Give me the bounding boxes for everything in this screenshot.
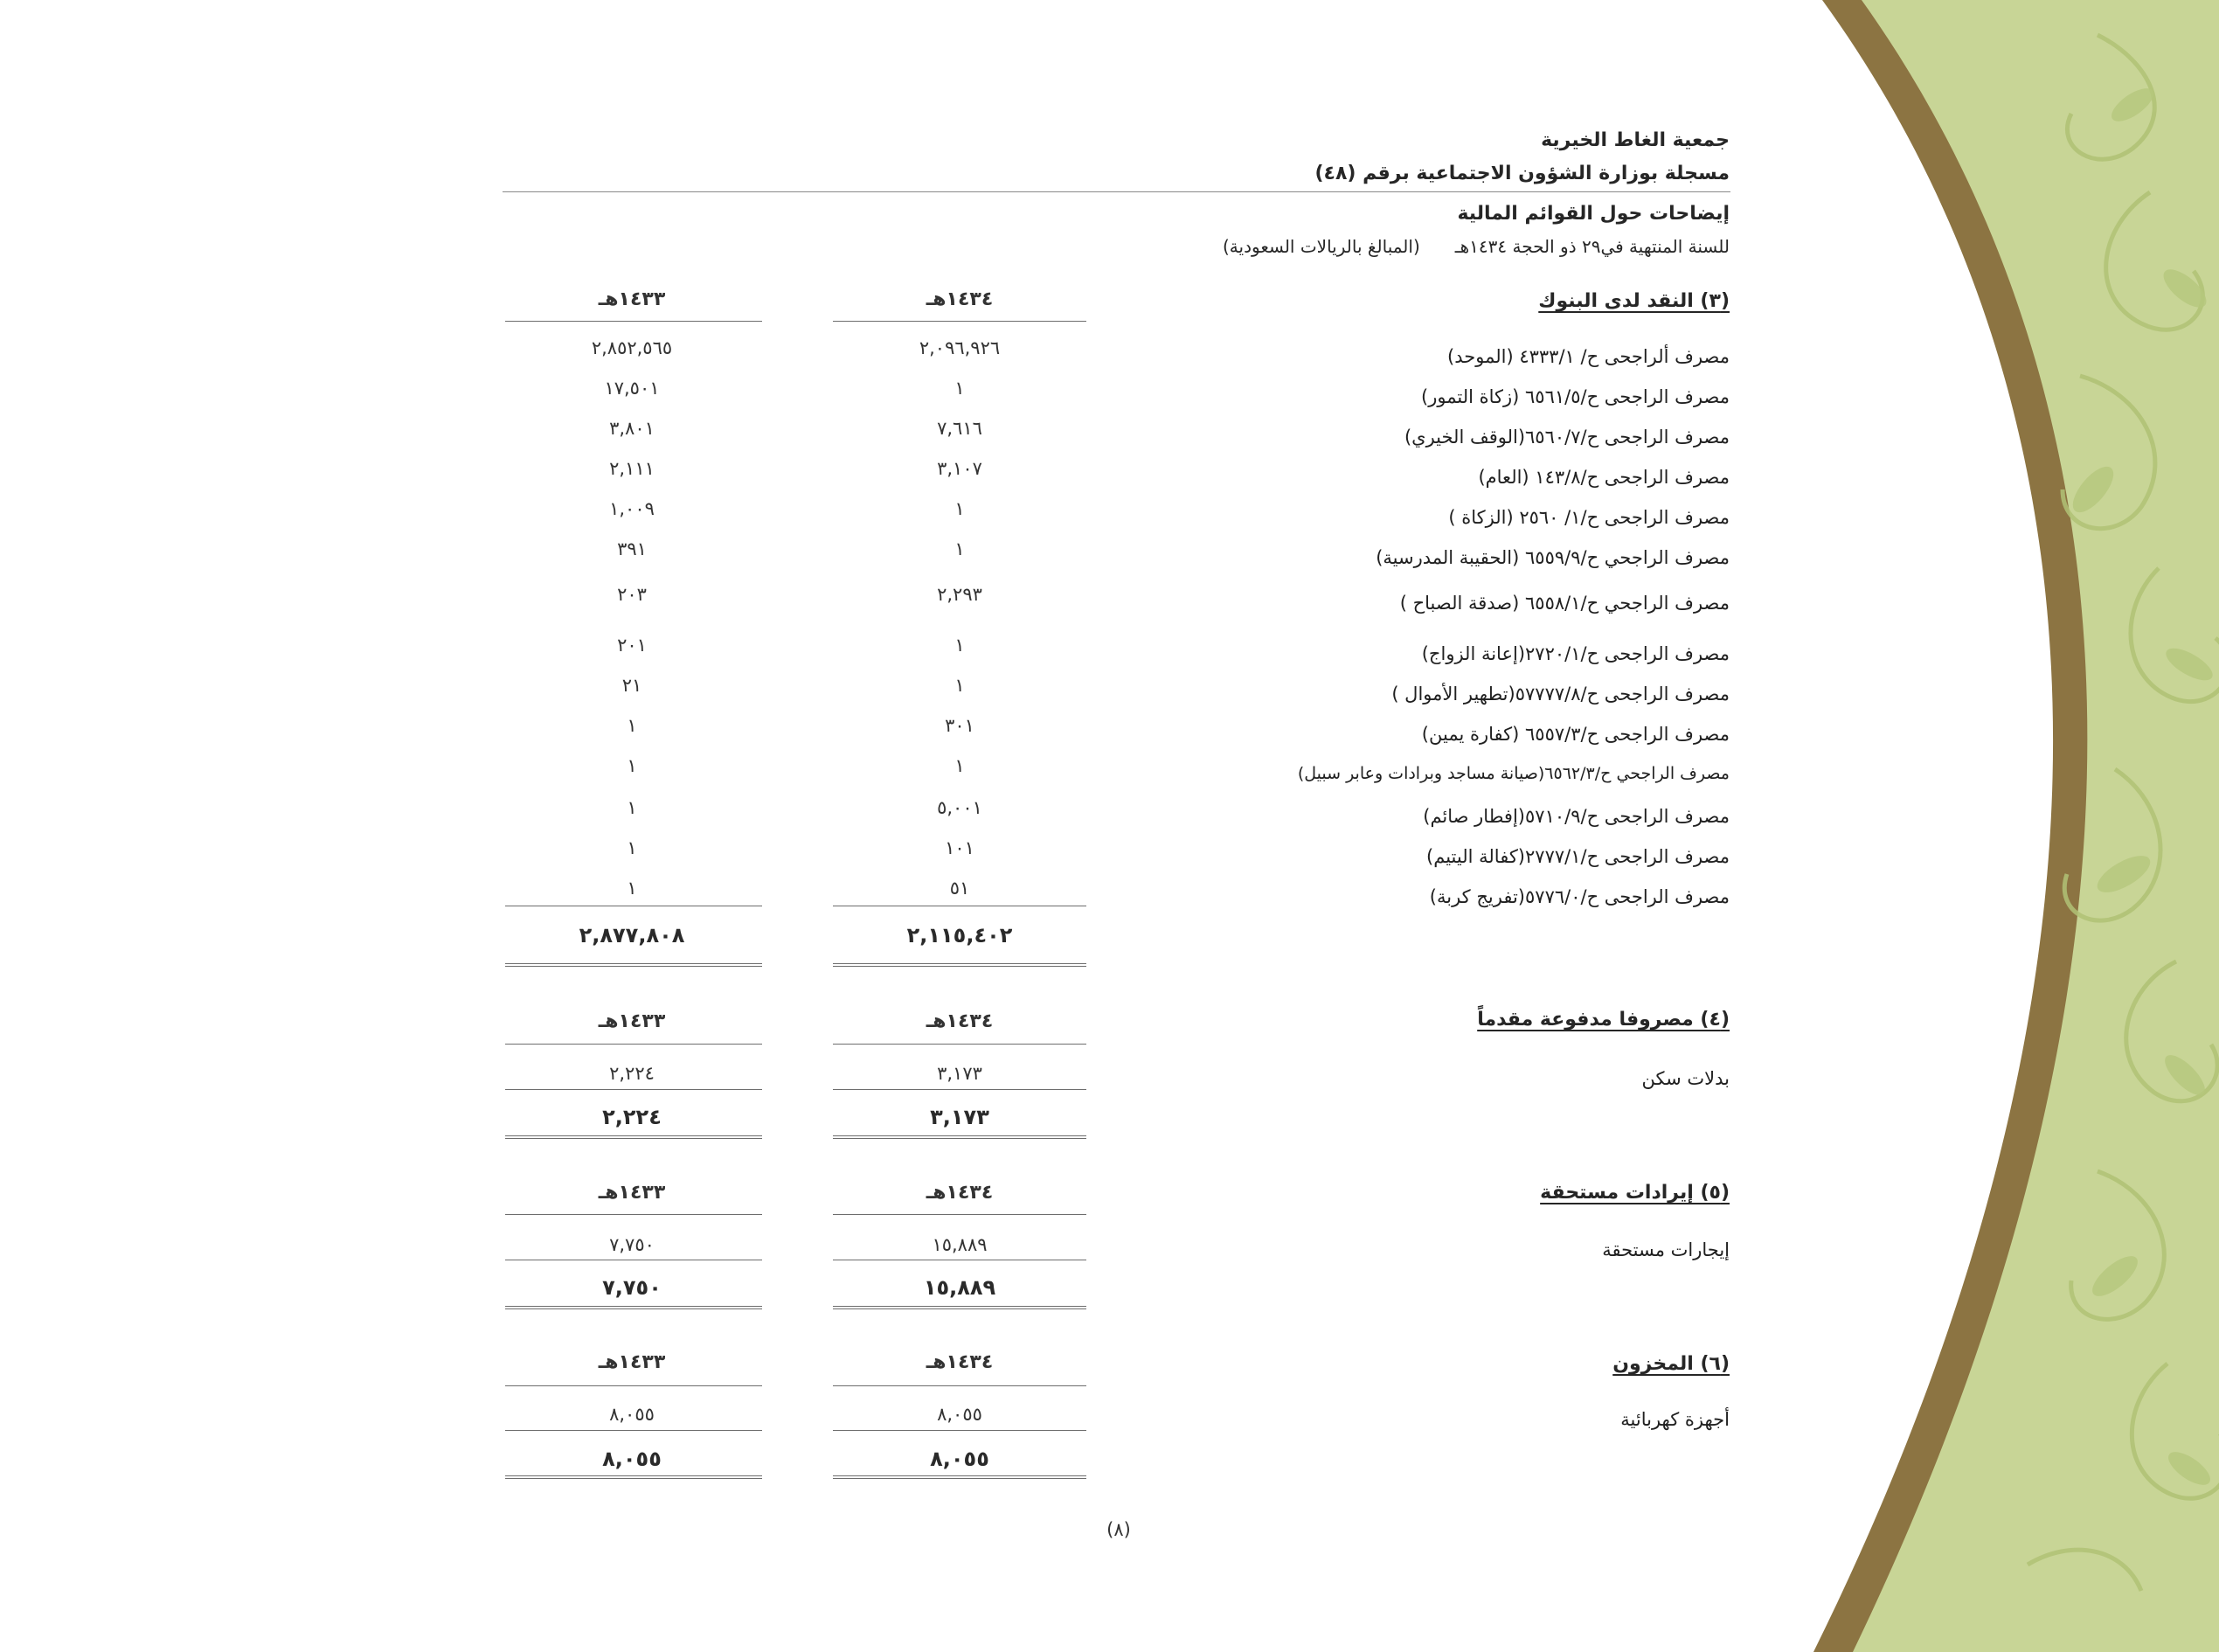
header-rule-prior xyxy=(505,1385,762,1386)
cash-row-label: مصرف الراجحي ح/٦٥٥٨/١ (صدقة الصباح ) xyxy=(1399,593,1730,614)
header-rule-prior xyxy=(505,321,762,322)
prepaid-total-prior: ٢,٢٢٤ xyxy=(602,1105,662,1129)
subtotal-rule-current xyxy=(833,1430,1086,1431)
inventory-row-label: أجهزة كهربائية xyxy=(1620,1409,1730,1430)
cash-row-label: مصرف الراجحى ح/١/ ٢٥٦٠ (الزكاة ) xyxy=(1448,507,1730,528)
column-header-current-year: ١٤٣٤هـ xyxy=(926,288,994,310)
total-double-rule-prior xyxy=(505,963,762,967)
total-double-rule-current xyxy=(833,1135,1086,1139)
period-text: للسنة المنتهية في٢٩ ذو الحجة ١٤٣٤هـ xyxy=(1454,236,1730,257)
cash-row-prior: ١ xyxy=(627,715,637,736)
cash-row-label: مصرف الراجحى ح/٥٧١٠/٩(إفطار صائم) xyxy=(1423,806,1730,827)
cash-row-prior: ٣,٨٠١ xyxy=(609,418,655,439)
accrued-row-prior: ٧,٧٥٠ xyxy=(609,1234,655,1255)
subtotal-rule-prior xyxy=(505,1089,762,1090)
cash-row-current: ٢,٠٩٦,٩٢٦ xyxy=(919,337,1001,358)
header-rule-prior xyxy=(505,1214,762,1215)
currency-note: (المبالغ بالريالات السعودية) xyxy=(1223,236,1420,257)
header-rule-current xyxy=(833,1385,1086,1386)
cash-row-label: مصرف الراجحى ح/٦٥٥٧/٣ (كفارة يمين) xyxy=(1421,724,1730,745)
cash-row-prior: ١ xyxy=(627,878,637,899)
total-double-rule-current xyxy=(833,1475,1086,1479)
total-double-rule-prior xyxy=(505,1135,762,1139)
column-header-prior-year: ١٤٣٣هـ xyxy=(598,1351,666,1373)
section-prepaid-expenses-title: (٤) مصروفا مدفوعة مقدماً xyxy=(1477,1009,1730,1031)
cash-row-current: ٣,١٠٧ xyxy=(937,458,982,479)
prepaid-row-label: بدلات سكن xyxy=(1641,1068,1730,1089)
cash-row-prior: ١ xyxy=(627,755,637,776)
cash-row-current: ١ xyxy=(954,755,965,776)
total-double-rule-prior xyxy=(505,1306,762,1309)
page-title: إيضاحات حول القوائم المالية xyxy=(1457,203,1730,225)
cash-row-label: مصرف الراجحى ح/٢٧٧٧/١(كفالة اليتيم) xyxy=(1426,846,1730,867)
column-header-current-year: ١٤٣٤هـ xyxy=(926,1010,994,1032)
header-rule-current xyxy=(833,321,1086,322)
cash-row-prior: ٢,٨٥٢,٥٦٥ xyxy=(591,337,673,358)
cash-total-prior: ٢,٨٧٧,٨٠٨ xyxy=(579,923,685,947)
cash-row-current: ٥١ xyxy=(949,878,970,899)
prepaid-row-current: ٣,١٧٣ xyxy=(937,1063,982,1084)
header-rule-prior xyxy=(505,1044,762,1045)
cash-row-current: ١٠١ xyxy=(945,837,974,858)
cash-row-prior: ٣٩١ xyxy=(617,538,647,559)
cash-row-current: ٢,٢٩٣ xyxy=(937,584,982,605)
cash-row-label: مصرف الراجحى ح/٦٥٦٠/٧(الوقف الخيري) xyxy=(1404,427,1730,448)
subtotal-rule-current xyxy=(833,1089,1086,1090)
header-rule-current xyxy=(833,1214,1086,1215)
inventory-total-current: ٨,٠٥٥ xyxy=(930,1447,989,1471)
total-double-rule-current xyxy=(833,1306,1086,1309)
column-header-prior-year: ١٤٣٣هـ xyxy=(598,1010,666,1032)
column-header-prior-year: ١٤٣٣هـ xyxy=(598,288,666,310)
page-number: (٨) xyxy=(1106,1519,1131,1540)
column-header-current-year: ١٤٣٤هـ xyxy=(926,1351,994,1373)
cash-row-label: مصرف الراجحى ح/١٤٣/٨ (العام) xyxy=(1478,467,1730,488)
cash-row-current: ١ xyxy=(954,635,965,656)
prepaid-total-current: ٣,١٧٣ xyxy=(930,1105,989,1129)
cash-row-prior: ٢٠١ xyxy=(617,635,647,656)
cash-row-current: ٧,٦١٦ xyxy=(937,418,982,439)
cash-row-label: مصرف الراجحى ح/٥٧٧٦/٠(تفريج كربة) xyxy=(1429,886,1730,907)
subtotal-rule-prior xyxy=(505,1430,762,1431)
section-accrued-revenue-title: (٥) إيرادات مستحقة xyxy=(1540,1182,1730,1204)
cash-row-label: مصرف الراجحى ح/٦٥٦١/٥ (زكاة التمور) xyxy=(1421,386,1730,407)
cash-row-prior: ٢٠٣ xyxy=(617,584,647,605)
header-divider xyxy=(503,191,1730,192)
total-double-rule-current xyxy=(833,963,1086,967)
cash-row-label: مصرف الراجحي ح/٦٥٥٩/٩ (الحقيبة المدرسية) xyxy=(1376,547,1730,568)
cash-row-current: ٥,٠٠١ xyxy=(937,797,982,818)
column-header-current-year: ١٤٣٤هـ xyxy=(926,1182,994,1204)
inventory-row-prior: ٨,٠٥٥ xyxy=(609,1404,655,1425)
cash-row-current: ٣٠١ xyxy=(945,715,974,736)
cash-row-current: ١ xyxy=(954,538,965,559)
section-cash-at-banks-title: (٣) النقد لدى البنوك xyxy=(1538,290,1730,312)
cash-row-prior: ١ xyxy=(627,837,637,858)
cash-row-prior: ١٧,٥٠١ xyxy=(604,378,660,399)
section-inventory-title: (٦) المخزون xyxy=(1612,1353,1730,1375)
cash-row-label: مصرف الراجحى ح/٥٧٧٧٧/٨(تطهير الأموال ) xyxy=(1391,684,1730,705)
cash-row-label: مصرف الراجحى ح/٢٧٢٠/١(إعانة الزواج) xyxy=(1421,643,1730,664)
period-line xyxy=(1223,236,1730,257)
cash-row-current: ١ xyxy=(954,498,965,519)
accrued-total-current: ١٥,٨٨٩ xyxy=(923,1275,996,1300)
inventory-row-current: ٨,٠٥٥ xyxy=(937,1404,982,1425)
cash-row-prior: ٢١ xyxy=(621,675,642,696)
accrued-total-prior: ٧,٧٥٠ xyxy=(602,1275,662,1300)
cash-row-label: مصرف الراجحي ح/٦٥٦٢/٣(صيانة مساجد وبرادات وعابر سبيل) xyxy=(1297,764,1730,783)
organization-name: جمعية الغاط الخيرية xyxy=(1541,129,1730,151)
total-double-rule-prior xyxy=(505,1475,762,1479)
cash-row-label: مصرف ألراجحى ح/ ٤٣٣٣/١ (الموحد) xyxy=(1447,346,1730,367)
header-rule-current xyxy=(833,1044,1086,1045)
cash-total-current: ٢,١١٥,٤٠٢ xyxy=(906,923,1013,947)
cash-row-current: ١ xyxy=(954,675,965,696)
column-header-prior-year: ١٤٣٣هـ xyxy=(598,1182,666,1204)
registration-line: مسجلة بوزارة الشؤون الاجتماعية برقم (٤٨) xyxy=(1314,163,1730,184)
cash-row-current: ١ xyxy=(954,378,965,399)
prepaid-row-prior: ٢,٢٢٤ xyxy=(609,1063,655,1084)
cash-row-prior: ١ xyxy=(627,797,637,818)
cash-row-prior: ٢,١١١ xyxy=(609,458,655,479)
cash-row-prior: ١,٠٠٩ xyxy=(609,498,655,519)
inventory-total-prior: ٨,٠٥٥ xyxy=(602,1447,662,1471)
accrued-row-label: إيجارات مستحقة xyxy=(1602,1239,1730,1260)
accrued-row-current: ١٥,٨٨٩ xyxy=(932,1234,988,1255)
